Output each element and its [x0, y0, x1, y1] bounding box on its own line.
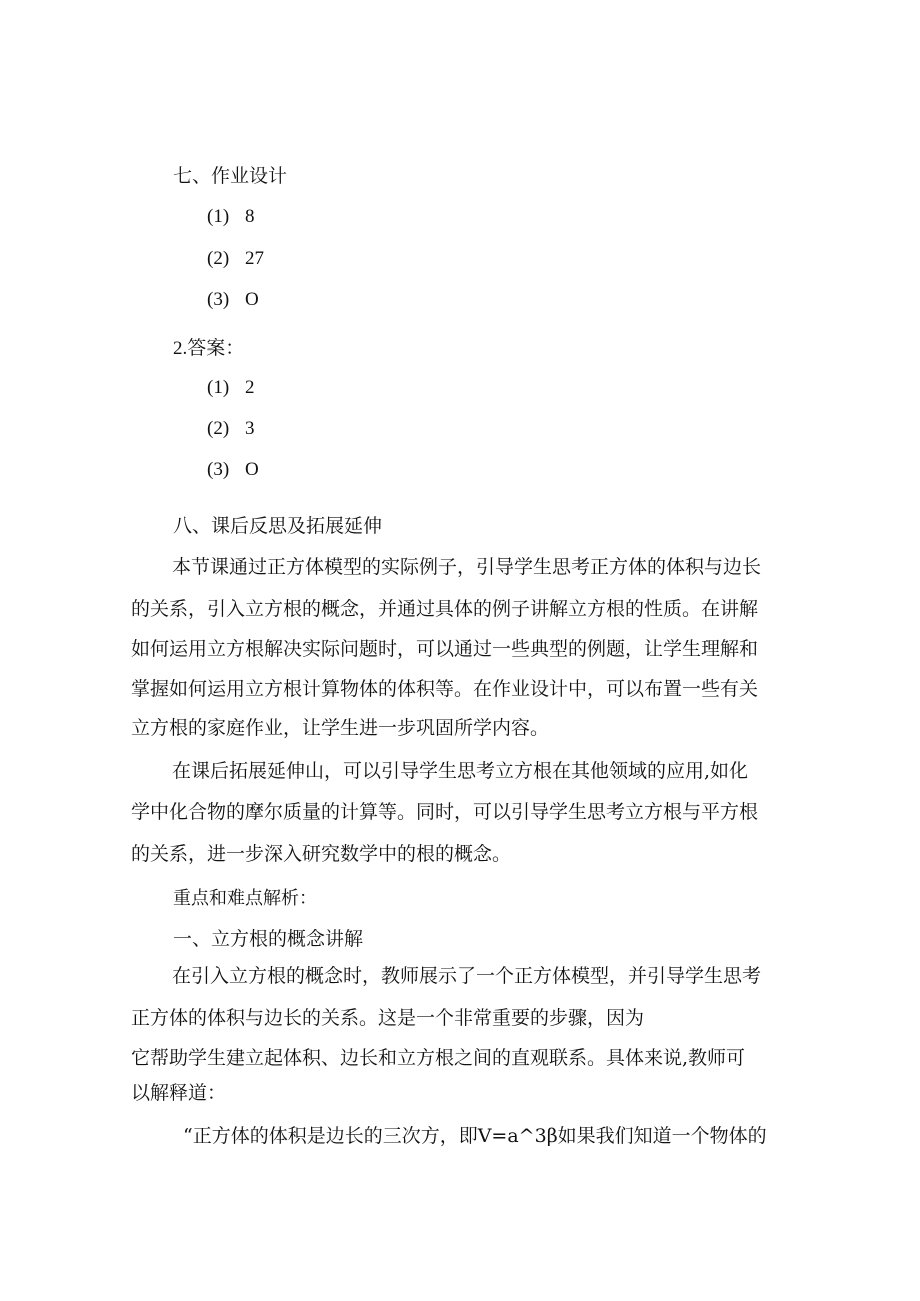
- quote-line: “正方体的体积是边长的三次方，即V=a^3β如果我们知道一个物体的: [183, 1125, 767, 1147]
- item-number: (2): [207, 248, 230, 269]
- paragraph-line: 掌握如何运用立方根计算物体的体积等。在作业设计中，可以布置一些有关: [131, 678, 759, 700]
- item-value: O: [245, 289, 259, 310]
- paragraph-line: 在引入立方根的概念时，教师展示了一个正方体模型，并引导学生思考: [172, 965, 762, 987]
- paragraph-line: 的关系，进一步深入研究数学中的根的概念。: [131, 843, 512, 865]
- item-value: O: [245, 459, 259, 480]
- item-number: (1): [207, 206, 230, 227]
- paragraph-line: 如何运用立方根解决实际问题时，可以通过一些典型的例题，让学生理解和: [131, 638, 759, 660]
- answer-label: 2.答案：: [173, 338, 245, 359]
- item-number: (3): [207, 459, 230, 480]
- answer-item: [207, 459, 259, 481]
- paragraph-line: 本节课通过正方体模型的实际例子，引导学生思考正方体的体积与边长: [172, 556, 762, 578]
- paragraph-line: 学中化合物的摩尔质量的计算等。同时，可以引导学生思考立方根与平方根: [131, 801, 759, 823]
- paragraph-line: 以解释道：: [131, 1082, 227, 1104]
- keypoints-subheading: 一、立方根的概念讲解: [173, 928, 364, 950]
- section-8-heading: 八、课后反思及拓展延伸: [173, 515, 383, 537]
- paragraph-line: 正方体的体积与边长的关系。这是一个非常重要的步骤，因为: [131, 1007, 645, 1029]
- section-7-heading: 七、作业设计: [173, 165, 288, 187]
- question-item: [207, 289, 259, 311]
- item-value: 2: [245, 377, 255, 398]
- item-value: 8: [245, 206, 255, 227]
- item-number: (2): [207, 418, 230, 439]
- answer-item: [207, 377, 255, 399]
- paragraph-line: 它帮助学生建立起体积、边长和立方根之间的直观联系。具体来说,教师可: [131, 1047, 746, 1069]
- question-item: [207, 206, 255, 228]
- paragraph-line: 在课后拓展延伸山，可以引导学生思考立方根在其他领域的应用,如化: [172, 760, 749, 782]
- item-number: (3): [207, 289, 230, 310]
- question-item: [207, 248, 264, 270]
- paragraph-line: 的关系，引入立方根的概念，并通过具体的例子讲解立方根的性质。在讲解: [131, 598, 759, 620]
- paragraph-line: 立方根的家庭作业，让学生进一步巩固所学内容。: [131, 717, 550, 739]
- keypoints-heading: 重点和难点解析：: [173, 888, 317, 909]
- item-value: 3: [245, 418, 255, 439]
- item-number: (1): [207, 377, 230, 398]
- answer-item: [207, 418, 255, 440]
- item-value: 27: [245, 248, 264, 269]
